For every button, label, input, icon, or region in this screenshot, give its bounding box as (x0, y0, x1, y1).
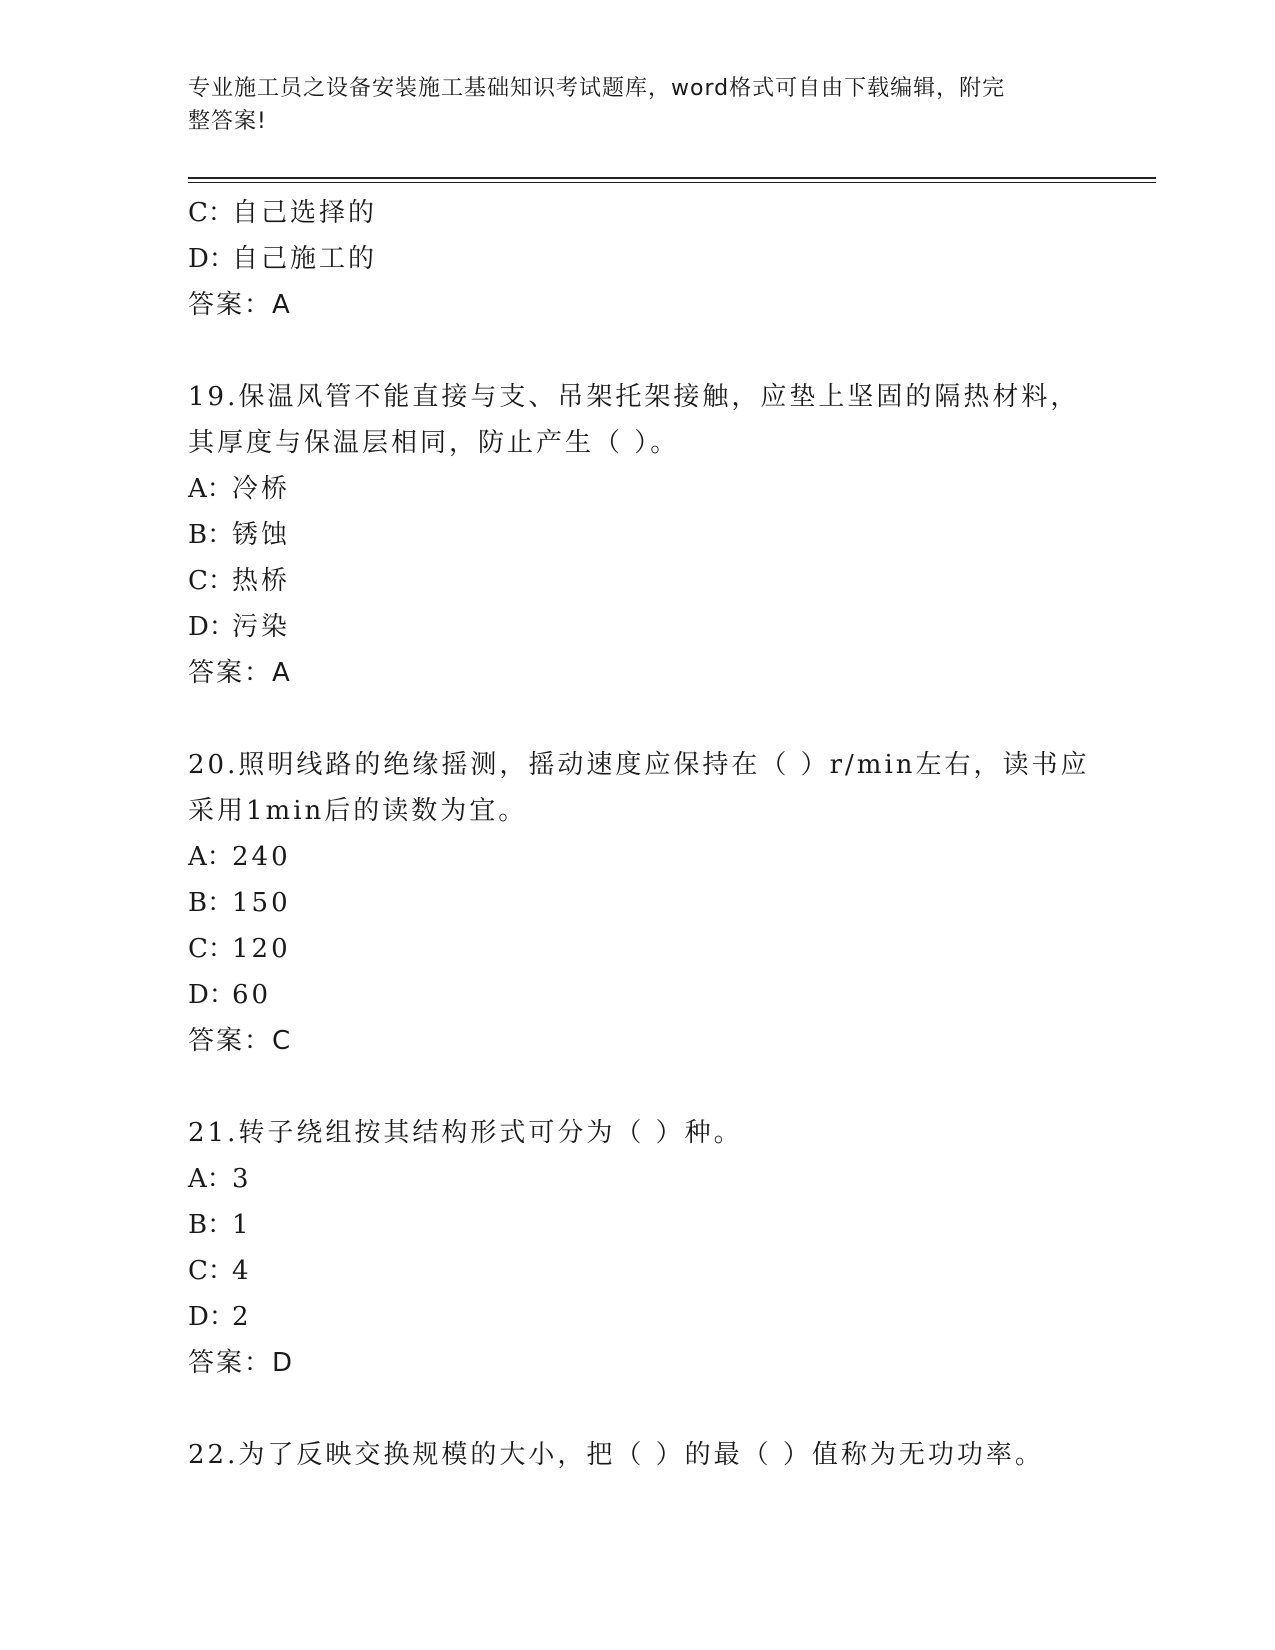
option-label: C： (188, 934, 234, 964)
answer: 答案：C (188, 1026, 293, 1056)
option-text: 冷桥 (232, 474, 291, 504)
option-text: 自己选择的 (232, 198, 378, 228)
option-a (188, 466, 1088, 512)
option-b (188, 512, 1088, 558)
option-text: 3 (232, 1164, 252, 1194)
option-text: 240 (232, 842, 291, 872)
question-20-text-line-2: 采用1min后的读数为宜。 (188, 796, 528, 826)
option-label: A： (188, 474, 233, 504)
option-label: A： (188, 842, 233, 872)
option-text: 锈蚀 (232, 520, 291, 550)
option-a (188, 1156, 1088, 1202)
option-d (188, 236, 1088, 282)
question-19-text-line-1: 19.保温风管不能直接与支、吊架托架接触，应垫上坚固的隔热材料， (188, 382, 1080, 412)
option-text: 150 (232, 888, 291, 918)
option-c (188, 926, 1088, 972)
option-label: B： (188, 520, 234, 550)
question-22-text: 22.为了反映交换规模的大小，把（ ）的最（ ）值称为无功功率。 (188, 1440, 1044, 1470)
option-label: C： (188, 1256, 234, 1286)
option-label: D： (188, 1302, 235, 1332)
option-c (188, 1248, 1088, 1294)
option-text: 污染 (232, 612, 291, 642)
option-label: C： (188, 198, 234, 228)
option-label: B： (188, 1210, 234, 1240)
option-c (188, 190, 1088, 236)
option-label: D： (188, 980, 235, 1010)
option-b (188, 880, 1088, 926)
option-d (188, 1294, 1088, 1340)
answer: 答案：D (188, 1348, 295, 1378)
header-line-2: 整答案! (188, 109, 267, 134)
option-text: 2 (232, 1302, 252, 1332)
question-list (188, 190, 1088, 1478)
question-21-text: 21.转子绕组按其结构形式可分为（ ）种。 (188, 1118, 743, 1148)
question-19-text-line-2: 其厚度与保温层相同，防止产生（ ）。 (188, 428, 680, 458)
option-text: 热桥 (232, 566, 291, 596)
header-divider-thin (188, 182, 1156, 183)
option-text: 1 (232, 1210, 252, 1240)
option-c (188, 558, 1088, 604)
option-label: B： (188, 888, 234, 918)
option-d (188, 604, 1088, 650)
document-header (188, 72, 1068, 138)
answer: 答案：A (188, 290, 292, 320)
header-divider-thick (188, 177, 1156, 179)
option-text: 自己施工的 (232, 244, 378, 274)
option-d (188, 972, 1088, 1018)
option-b (188, 1202, 1088, 1248)
question-20-text-line-1: 20.照明线路的绝缘摇测，摇动速度应保持在（ ）r/min左右，读书应 (188, 750, 1090, 780)
option-label: A： (188, 1164, 233, 1194)
option-label: D： (188, 244, 235, 274)
answer: 答案：A (188, 658, 292, 688)
option-text: 60 (232, 980, 272, 1010)
option-label: C： (188, 566, 234, 596)
option-a (188, 834, 1088, 880)
option-text: 120 (232, 934, 291, 964)
option-label: D： (188, 612, 235, 642)
header-line-1: 专业施工员之设备安装施工基础知识考试题库，word格式可自由下载编辑，附完 (188, 76, 1006, 101)
option-text: 4 (232, 1256, 252, 1286)
